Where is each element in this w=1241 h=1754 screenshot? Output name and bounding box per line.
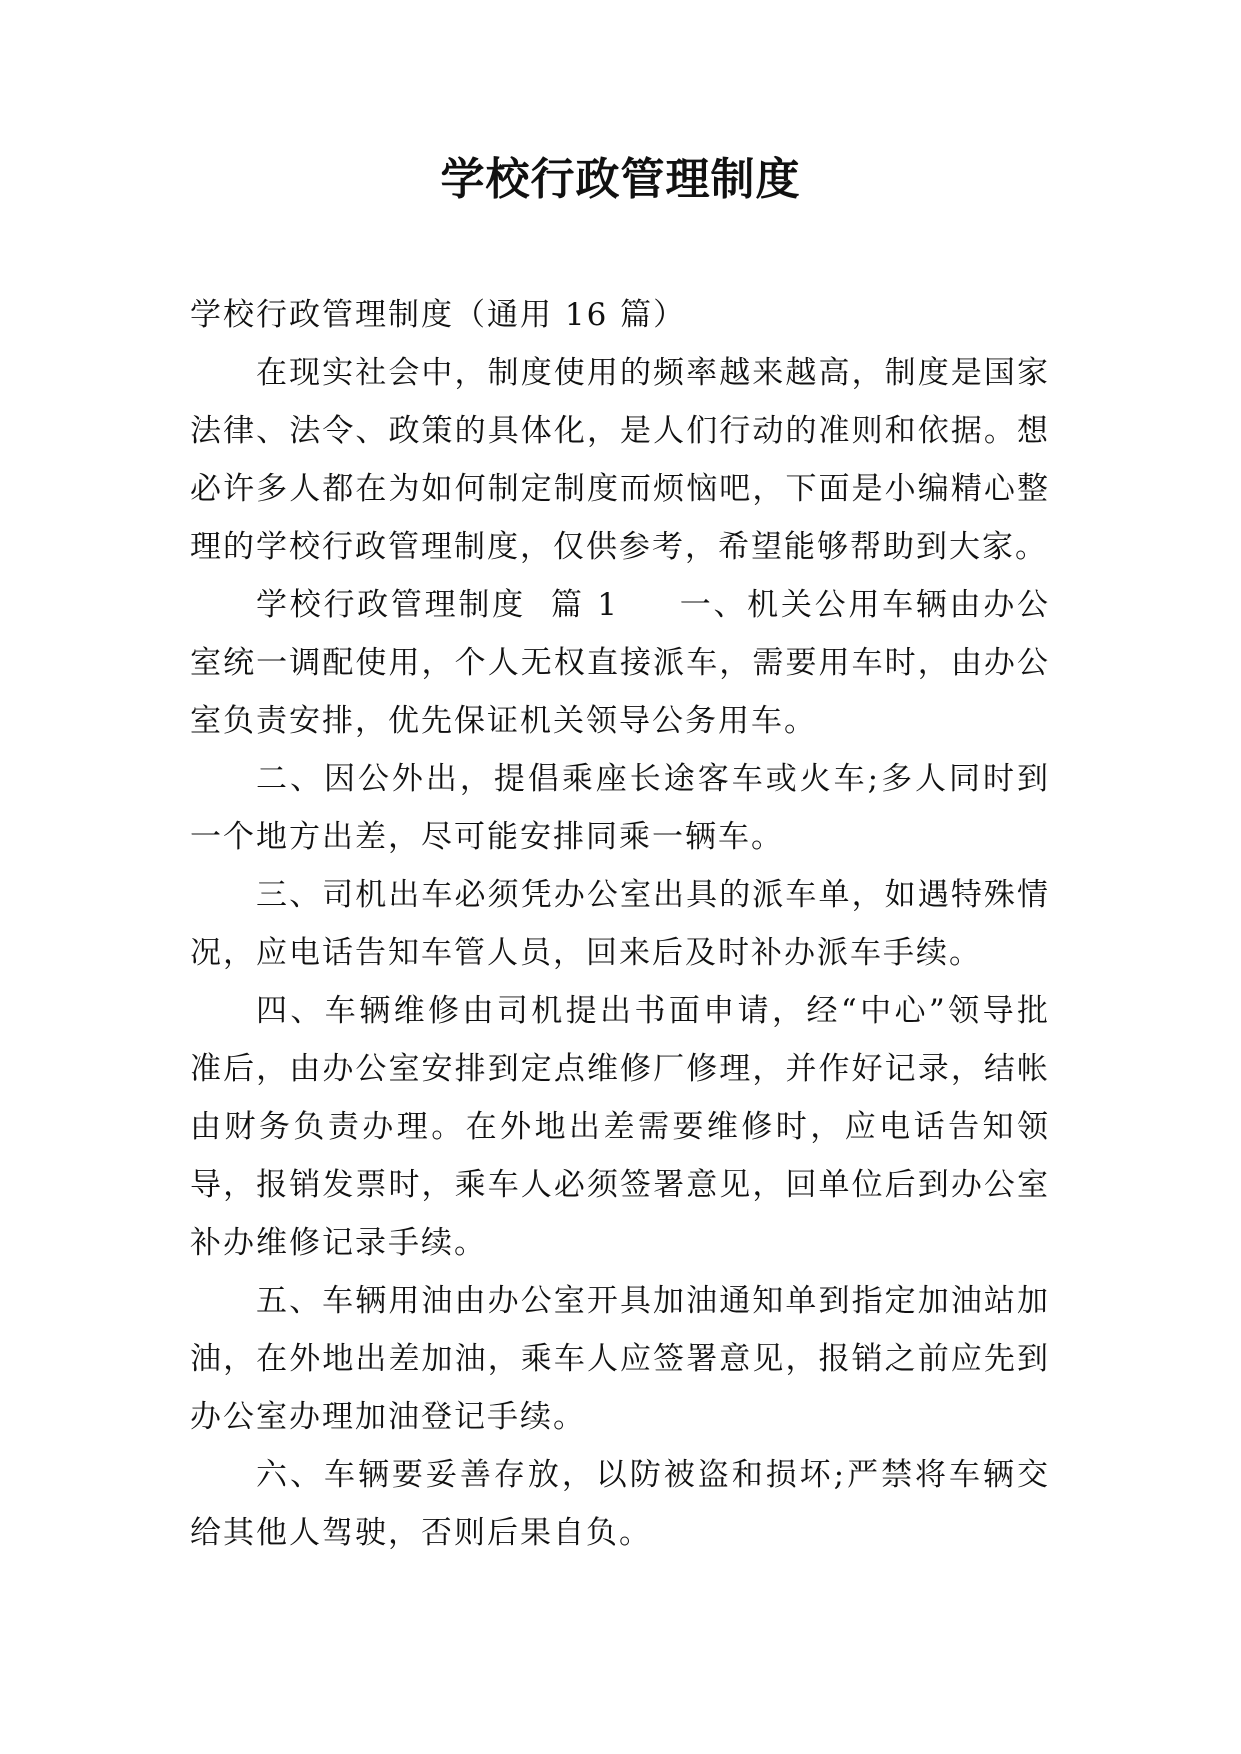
document-body xyxy=(190,286,1050,1562)
rule-item-4: 四、车辆维修由司机提出书面申请，经“中心”领导批准后，由办公室安排到定点维修厂修理，并作好记录，结帐由财务负责办理。在外地出差需要维修时，应电话告知领导，报销发票时，乘车人必须签署意见，回单位后到办公室补办维修记录手续。 xyxy=(190,993,1050,1261)
document-title: 学校行政管理制度 xyxy=(440,154,801,205)
rule-item-5: 五、车辆用油由办公室开具加油通知单到指定加油站加油，在外地出差加油，乘车人应签署意见，报销之前应先到办公室办理加油登记手续。 xyxy=(190,1283,1050,1435)
intro-paragraph: 在现实社会中，制度使用的频率越来越高，制度是国家法律、法令、政策的具体化，是人们行动的准则和依据。想必许多人都在为如何制定制度而烦恼吧，下面是小编精心整理的学校行政管理制度，仅供参考，希望能够帮助到大家。 xyxy=(190,355,1050,565)
rule-item-6: 六、车辆要妥善存放，以防被盗和损坏;严禁将车辆交给其他人驾驶，否则后果自负。 xyxy=(190,1457,1050,1551)
section-first-item: 一、机关公用车辆由办公室统一调配使用，个人无权直接派车，需要用车时，由办公室负责安排，优先保证机关领导公务用车。 xyxy=(190,587,1050,739)
section-heading: 学校行政管理制度 篇 1 xyxy=(256,587,619,623)
rule-item-3: 三、司机出车必须凭办公室出具的派车单，如遇特殊情况，应电话告知车管人员，回来后及时补办派车手续。 xyxy=(190,877,1050,971)
rule-item-2: 二、因公外出，提倡乘座长途客车或火车;多人同时到一个地方出差，尽可能安排同乘一辆车。 xyxy=(190,761,1050,855)
document-subtitle: 学校行政管理制度（通用 16 篇） xyxy=(190,297,687,333)
section-1-paragraph xyxy=(190,576,1050,750)
